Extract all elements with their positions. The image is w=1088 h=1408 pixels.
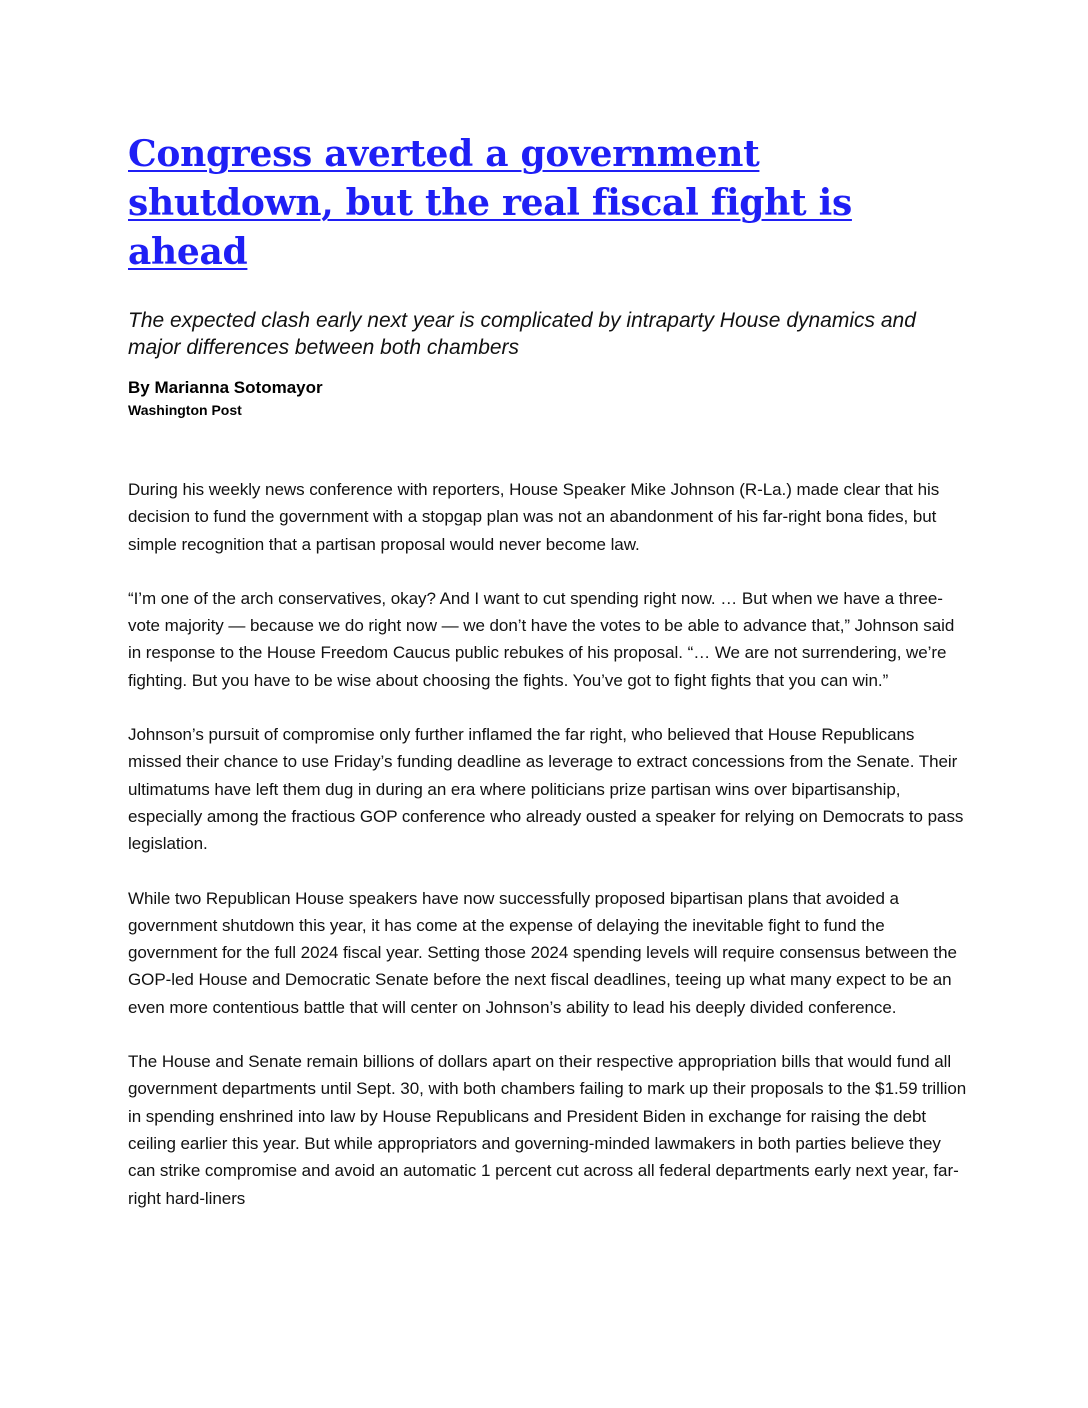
publication-name: Washington Post bbox=[128, 402, 242, 418]
article-paragraph: While two Republican House speakers have now successfully proposed bipartisan plans that avoided a government shutdown this year, it has come at the expense of delaying the inevitable fight to fund the government for the full 2024 fiscal year. Setting those 2024 spending levels will require consensus between the GOP-led House and Democratic Senate before the next fiscal deadlines, teeing up what many expect to be an even more contentious battle that will center on Johnson’s ability to lead his deeply divided conference. bbox=[128, 888, 957, 1017]
article-subtitle: The expected clash early next year is complicated by intraparty House dynamics and major differences between both chambers bbox=[128, 309, 916, 359]
article-paragraph: “I’m one of the arch conservatives, okay? And I want to cut spending right now. … But when we have a three-vote majority — because we do right now — we don’t have the votes to be able to advance that,” Johnson said in response to the House Freedom Caucus public rebukes of his proposal. “… We are not surrendering, we’re fighting. But you have to be wise about choosing the fights. You’ve got to fight fights that you can win.” bbox=[128, 588, 955, 690]
article-page bbox=[128, 130, 968, 1239]
article-title-link[interactable]: Congress averted a government shutdown, but the real fiscal fight is ahead bbox=[128, 133, 852, 273]
article-paragraph: Johnson’s pursuit of compromise only further inflamed the far right, who believed that House Republicans missed their chance to use Friday’s funding deadline as leverage to extract concessions from the Senate. Their ultimatums have left them dug in during an era where politicians prize partisan wins over bipartisanship, especially among the fractious GOP conference who already ousted a speaker for relying on Democrats to pass legislation. bbox=[128, 725, 964, 854]
article-paragraph: During his weekly news conference with reporters, House Speaker Mike Johnson (R-La.) made clear that his decision to fund the government with a stopgap plan was not an abandonment of his far-right bona fides, but simple recognition that a partisan proposal would never become law. bbox=[128, 480, 940, 554]
article-paragraph: The House and Senate remain billions of dollars apart on their respective appropriation bills that would fund all government departments until Sept. 30, with both chambers failing to mark up their proposals to the $1.59 trillion in spending enshrined into law by House Republicans and President Biden in exchange for raising the debt ceiling earlier this year. But while appropriators and governing-minded lawmakers in both parties believe they can strike compromise and avoid an automatic 1 percent cut across all federal departments early next year, far-right hard-liners bbox=[128, 1052, 967, 1208]
article-body bbox=[128, 476, 968, 1212]
article-byline: By Marianna Sotomayor bbox=[128, 378, 323, 397]
